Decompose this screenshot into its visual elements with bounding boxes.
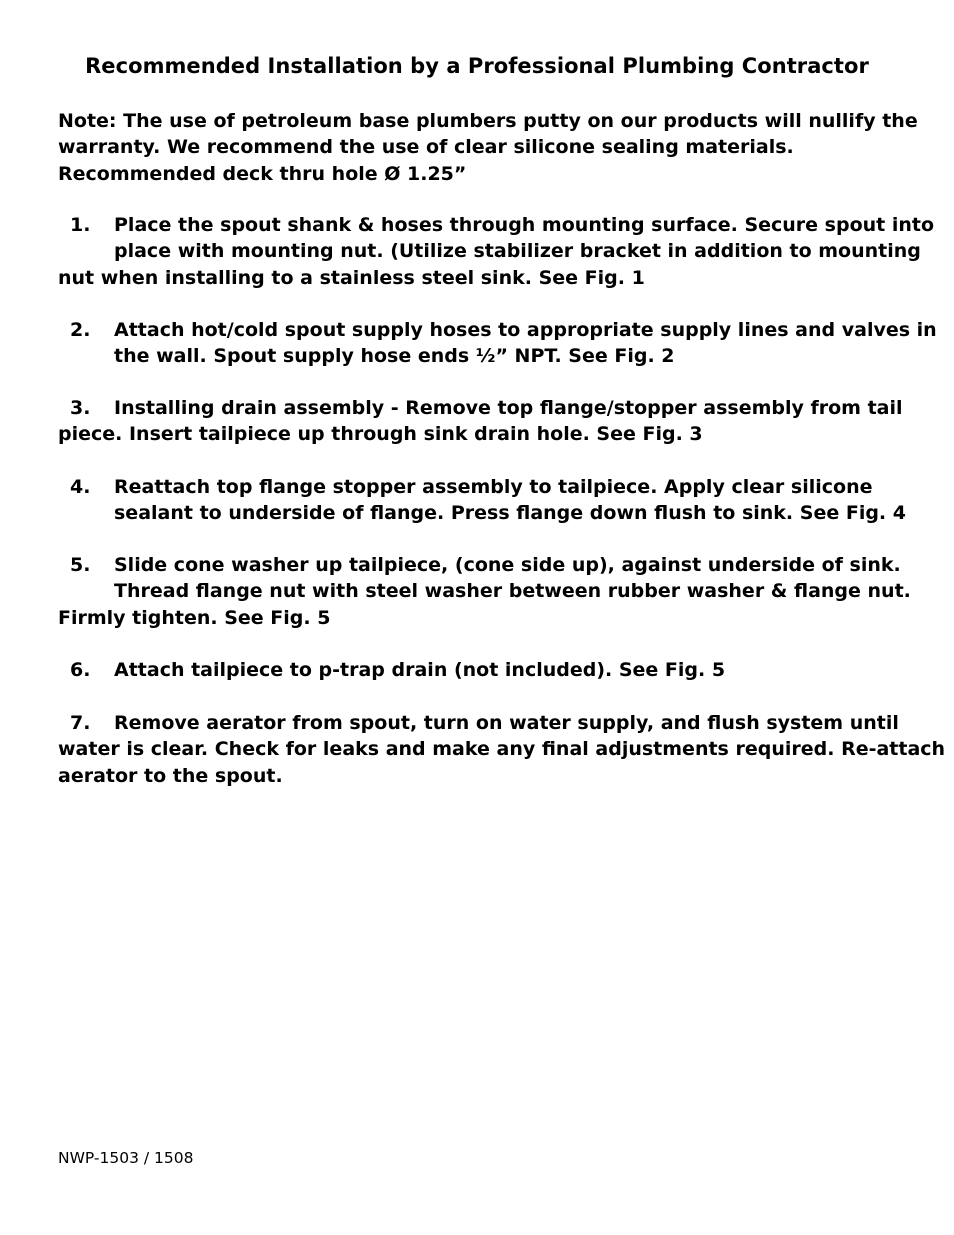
step-4 — [58, 474, 908, 527]
step-1 — [58, 212, 935, 291]
step-text: Attach hot/cold spout supply hoses to appropriate supply lines and valves in — [114, 319, 937, 341]
step-number: 7. — [70, 712, 91, 734]
step-text: nut when installing to a stainless steel sink. See Fig. 1 — [58, 266, 645, 289]
step-number: 3. — [70, 397, 91, 419]
step-text: water is clear. Check for leaks and make any final adjustments required. Re-attach — [58, 738, 946, 761]
step-text: Slide cone washer up tailpiece, (cone side up), against underside of sink. — [114, 554, 901, 576]
step-3 — [58, 395, 908, 448]
step-number: 4. — [70, 476, 91, 498]
step-text: Installing drain assembly - Remove top flange/stopper assembly from tail — [114, 397, 903, 419]
note-line-3: Recommended deck thru hole Ø 1.25” — [58, 162, 467, 185]
step-7 — [58, 710, 946, 789]
model-number-footer: NWP-1503 / 1508 — [58, 1149, 194, 1167]
step-text: Attach tailpiece to p-trap drain (not included). See Fig. 5 — [114, 659, 726, 681]
step-number: 1. — [70, 214, 91, 236]
step-text: sealant to underside of flange. Press flange down flush to sink. See Fig. 4 — [114, 502, 906, 525]
step-number: 6. — [70, 659, 91, 681]
step-2 — [58, 317, 937, 370]
step-text: Thread flange nut with steel washer between rubber washer & flange nut. — [114, 580, 911, 603]
step-text: the wall. Spout supply hose ends ½” NPT. See Fig. 2 — [114, 345, 675, 368]
step-text: Reattach top flange stopper assembly to tailpiece. Apply clear silicone — [114, 476, 873, 498]
step-text: piece. Insert tailpiece up through sink drain hole. See Fig. 3 — [58, 423, 703, 446]
step-text: Remove aerator from spout, turn on water supply, and flush system until — [114, 712, 899, 734]
note-line-2: warranty. We recommend the use of clear silicone sealing materials. — [58, 136, 794, 159]
page-title: Recommended Installation by a Professional Plumbing Contractor — [85, 54, 869, 78]
step-number: 2. — [70, 319, 91, 341]
note-line-1: Note: The use of petroleum base plumbers putty on our products will nullify the — [58, 110, 918, 132]
step-6 — [58, 657, 908, 683]
step-text: aerator to the spout. — [58, 764, 283, 787]
step-text: Place the spout shank & hoses through mounting surface. Secure spout into — [114, 214, 935, 236]
step-text: place with mounting nut. (Utilize stabilizer bracket in addition to mounting — [114, 240, 921, 263]
warranty-note — [58, 108, 918, 187]
step-5 — [58, 552, 911, 631]
step-text: Firmly tighten. See Fig. 5 — [58, 606, 331, 629]
step-number: 5. — [70, 554, 91, 576]
